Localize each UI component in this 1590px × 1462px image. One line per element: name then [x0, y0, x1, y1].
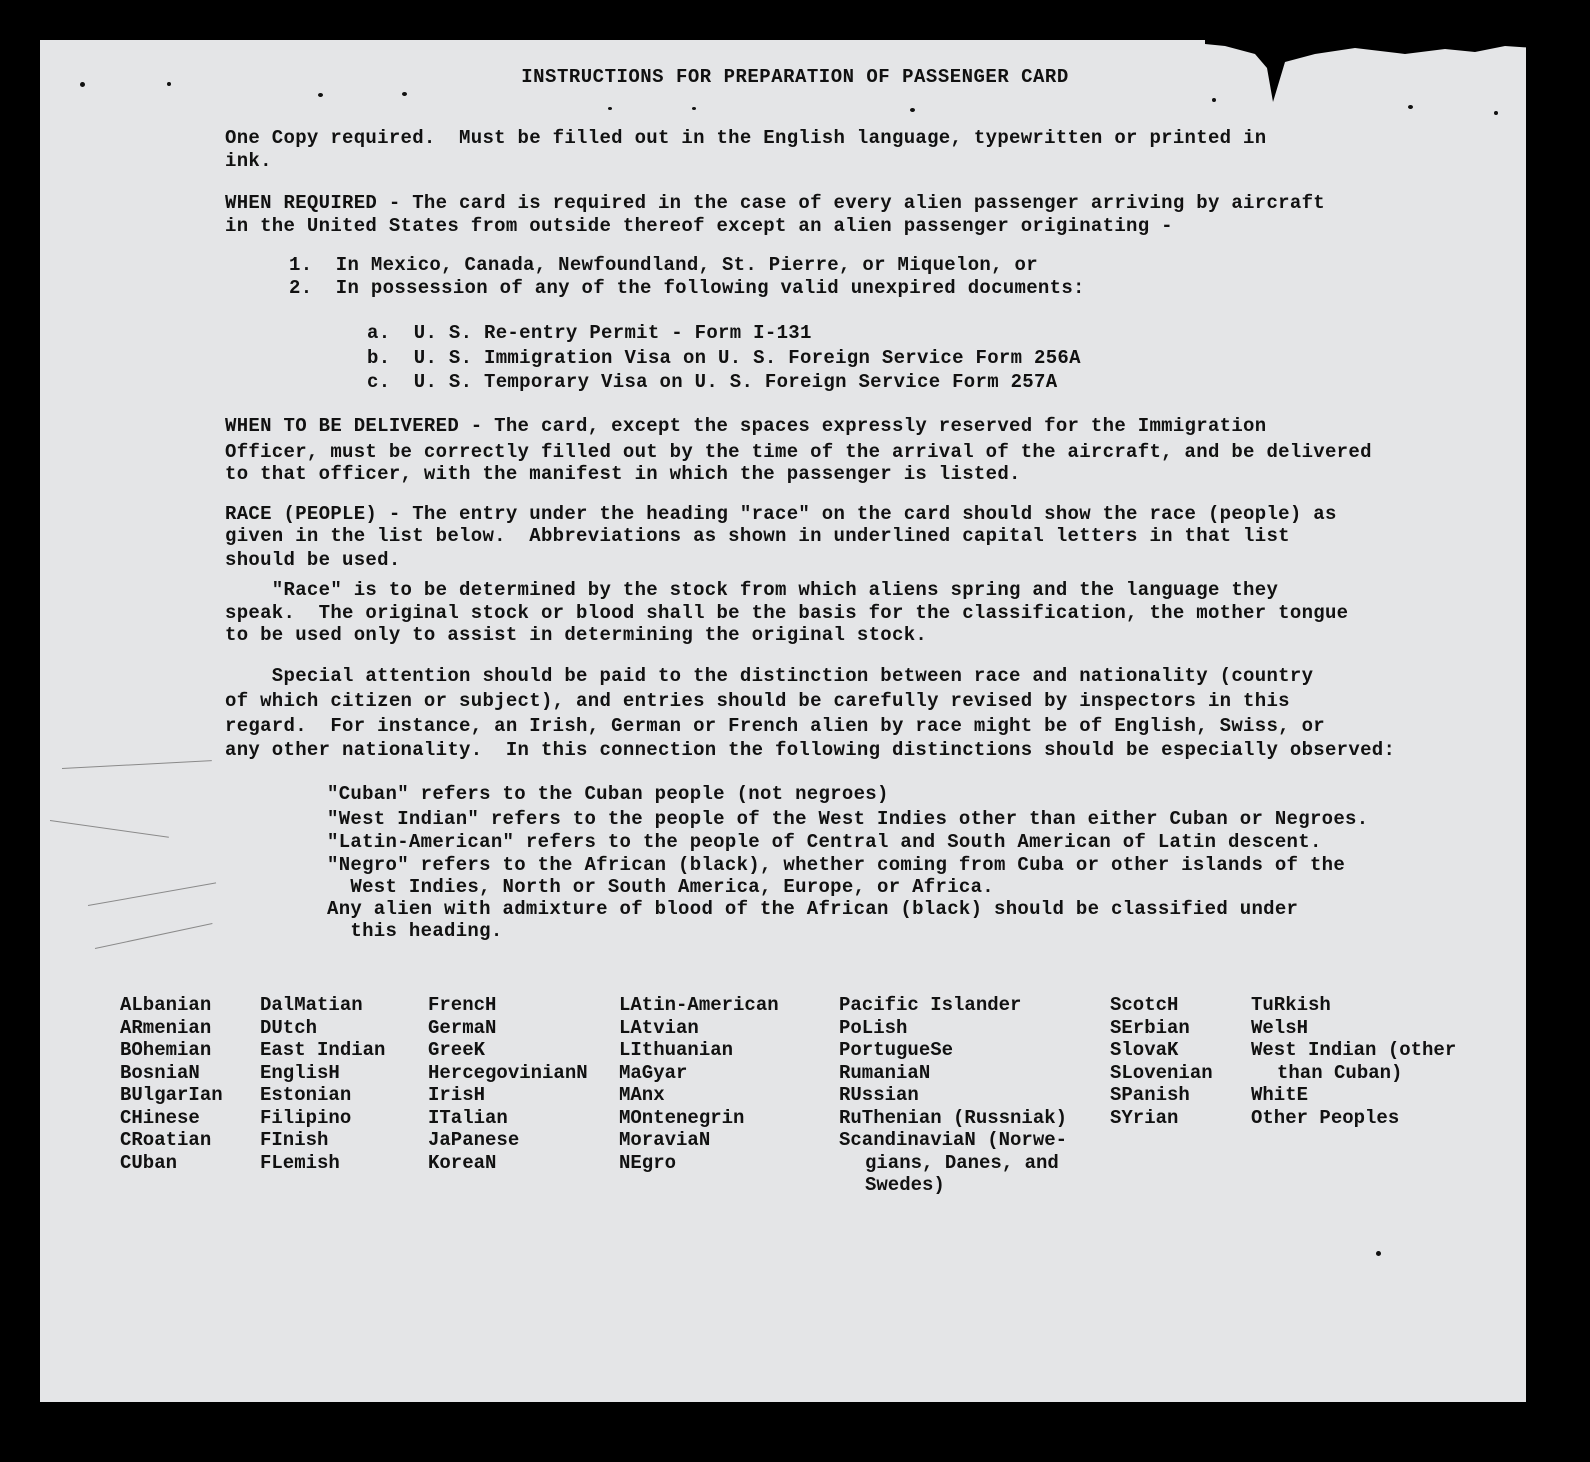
race-entry: gians, Danes, and: [865, 1151, 1059, 1174]
race-list-column: [260, 994, 385, 1174]
race-list-column: [1251, 994, 1456, 1129]
race-entry: RUssian: [839, 1084, 919, 1106]
race-entry: TuRkish: [1251, 994, 1331, 1016]
document-item: c. U. S. Temporary Visa on U. S. Foreign Service Form 257A: [367, 371, 1058, 393]
race-entry: East Indian: [260, 1039, 386, 1061]
race-entry: MoraviaN: [619, 1129, 711, 1151]
race-entry: BOhemian: [120, 1039, 212, 1061]
race-entry: KoreaN: [428, 1151, 497, 1174]
race-entry: CRoatian: [120, 1129, 212, 1151]
race-entry: ARmenian: [120, 1016, 212, 1039]
race-determined-line: speak. The original stock or blood shall be the basis for the classification, the mother tongue: [225, 602, 1349, 624]
race-entry: RumaniaN: [839, 1061, 931, 1084]
race-entry: PortugueSe: [839, 1039, 954, 1061]
race-entry: CUban: [120, 1151, 178, 1174]
race-list-column: [839, 994, 1067, 1197]
scan-speck: [910, 108, 915, 112]
scan-speck: [402, 92, 407, 96]
scan-speck: [167, 82, 171, 86]
numbered-item: 1. In Mexico, Canada, Newfoundland, St. Pierre, or Miquelon, or: [289, 254, 1038, 276]
document-item: a. U. S. Re-entry Permit - Form I-131: [367, 322, 812, 344]
distinction-line: "Latin-American" refers to the people of Central and South American of Latin descent.: [327, 831, 1322, 853]
race-entry: CHinese: [120, 1106, 200, 1129]
race-people-line: given in the list below. Abbreviations as shown in underlined capital letters in that list: [225, 525, 1290, 547]
race-entry: SlovaK: [1110, 1039, 1179, 1061]
race-entry: FLemish: [260, 1151, 340, 1174]
intro-line: ink.: [225, 150, 272, 172]
special-attention-line: any other nationality. In this connection the following distinctions should be especially observed:: [225, 739, 1396, 761]
when-delivered-line: to that officer, with the manifest in which the passenger is listed.: [225, 463, 1021, 485]
race-entry: SLovenian: [1110, 1061, 1213, 1084]
distinction-line: this heading.: [327, 920, 503, 942]
race-entry: IrisH: [428, 1084, 486, 1106]
race-people-line: RACE (PEOPLE) - The entry under the heading "race" on the card should show the race (people) as: [225, 503, 1337, 525]
when-required-line: WHEN REQUIRED - The card is required in the case of every alien passenger arriving by aircraft: [225, 192, 1325, 214]
race-entry: BUlgarIan: [120, 1084, 223, 1106]
race-entry: MOntenegrin: [619, 1106, 745, 1129]
race-entry: LAtvian: [619, 1016, 699, 1039]
scan-speck: [1376, 1251, 1381, 1256]
race-entry: West Indian (other: [1251, 1039, 1457, 1061]
document-item: b. U. S. Immigration Visa on U. S. Foreign Service Form 256A: [367, 347, 1081, 369]
when-delivered-line: WHEN TO BE DELIVERED - The card, except the spaces expressly reserved for the Immigration: [225, 415, 1267, 437]
race-entry: LAtin-American: [619, 994, 779, 1016]
race-entry: Estonian: [260, 1084, 352, 1106]
special-attention-line: of which citizen or subject), and entries should be carefully revised by inspectors in this: [225, 690, 1290, 712]
page-title: INSTRUCTIONS FOR PREPARATION OF PASSENGER CARD: [521, 66, 1069, 88]
race-entry: ScandinaviaN (Norwe-: [839, 1129, 1068, 1151]
race-entry: GermaN: [428, 1016, 497, 1039]
race-entry: Pacific Islander: [839, 994, 1022, 1016]
distinction-line: "Negro" refers to the African (black), whether coming from Cuba or other islands of the: [327, 854, 1346, 876]
race-entry: JaPanese: [428, 1129, 520, 1151]
distinction-line: Any alien with admixture of blood of the African (black) should be classified under: [327, 898, 1299, 920]
race-entry: WelsH: [1251, 1016, 1309, 1039]
distinction-line: "West Indian" refers to the people of the West Indies other than either Cuban or Negroes.: [327, 808, 1369, 830]
race-entry: ITalian: [428, 1106, 508, 1129]
scan-speck: [80, 82, 85, 87]
scan-speck: [692, 107, 696, 110]
race-entry: MaGyar: [619, 1061, 688, 1084]
race-entry: Swedes): [865, 1174, 945, 1196]
race-entry: ALbanian: [120, 994, 212, 1016]
race-entry: FrencH: [428, 994, 497, 1016]
race-entry: RuThenian (Russniak): [839, 1106, 1068, 1129]
race-determined-line: "Race" is to be determined by the stock from which aliens spring and the language they: [225, 579, 1279, 601]
race-entry: LIthuanian: [619, 1039, 734, 1061]
when-delivered-line: Officer, must be correctly filled out by the time of the arrival of the aircraft, and be delivered: [225, 441, 1372, 463]
race-entry: than Cuban): [1277, 1061, 1403, 1084]
race-entry: GreeK: [428, 1039, 486, 1061]
race-entry: ScotcH: [1110, 994, 1179, 1016]
intro-line: One Copy required. Must be filled out in the English language, typewritten or printed in: [225, 127, 1267, 149]
race-entry: Filipino: [260, 1106, 352, 1129]
numbered-item: 2. In possession of any of the following valid unexpired documents:: [289, 277, 1085, 299]
race-entry: Other Peoples: [1251, 1106, 1400, 1129]
race-entry: SPanish: [1110, 1084, 1190, 1106]
scan-speck: [608, 107, 612, 110]
distinction-line: "Cuban" refers to the Cuban people (not negroes): [327, 783, 889, 805]
distinction-line: West Indies, North or South America, Europe, or Africa.: [327, 876, 995, 898]
race-people-line: should be used.: [225, 549, 401, 571]
special-attention-line: Special attention should be paid to the distinction between race and nationality (country: [225, 665, 1314, 687]
race-list-column: [428, 994, 588, 1174]
scan-speck: [1212, 98, 1216, 102]
scan-speck: [318, 93, 323, 97]
race-list-column: [120, 994, 223, 1174]
race-entry: HercegovinianN: [428, 1061, 588, 1084]
race-list-column: [619, 994, 779, 1174]
race-entry: SErbian: [1110, 1016, 1190, 1039]
race-entry: PoLish: [839, 1016, 908, 1039]
when-required-line: in the United States from outside thereof except an alien passenger originating -: [225, 215, 1173, 237]
scan-speck: [1494, 111, 1498, 115]
race-entry: EnglisH: [260, 1061, 340, 1084]
special-attention-line: regard. For instance, an Irish, German or French alien by race might be of English, Swiss, or: [225, 715, 1325, 737]
race-entry: DUtch: [260, 1016, 318, 1039]
race-entry: DalMatian: [260, 994, 363, 1016]
race-entry: FInish: [260, 1129, 329, 1151]
scan-speck: [1408, 105, 1413, 109]
race-list-column: [1110, 994, 1213, 1129]
race-determined-line: to be used only to assist in determining the original stock.: [225, 624, 928, 646]
race-entry: WhitE: [1251, 1084, 1309, 1106]
race-entry: NEgro: [619, 1151, 677, 1174]
race-entry: BosniaN: [120, 1061, 200, 1084]
race-entry: MAnx: [619, 1084, 665, 1106]
race-entry: SYrian: [1110, 1106, 1179, 1129]
